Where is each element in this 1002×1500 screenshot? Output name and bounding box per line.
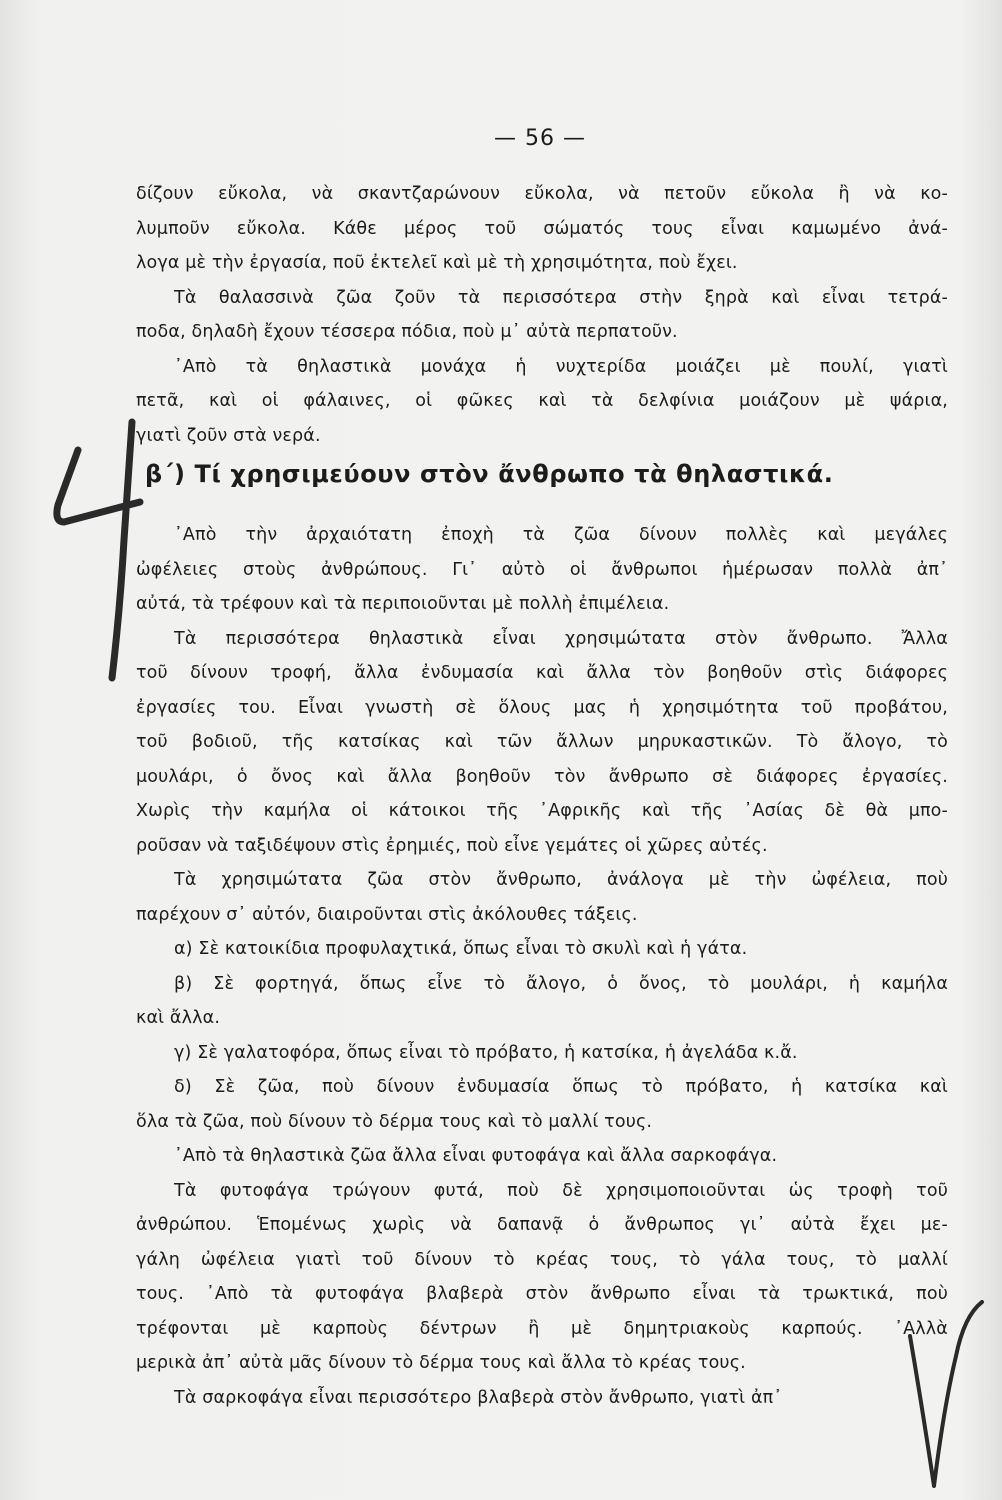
page-number: — 56 — — [494, 126, 586, 151]
text-line: Τὰ σαρκοφάγα εἶναι περισσότερο βλαβερὰ στὸν ἄνθρωπο, γιατὶ ἀπ᾿ — [174, 1387, 783, 1408]
section-heading: β΄) Τί χρησιμεύουν στὸν ἄνθρωπο τὰ θηλαστικά. — [145, 460, 834, 488]
list-item-d: δ) Σὲ ζῶα, ποὺ δίνουν ἐνδυμασία ὅπως τὸ πρόβατο, ἡ κατσίκα καὶ — [174, 1077, 948, 1097]
text-line: Τὰ χρησιμώτατα ζῶα στὸν ἄνθρωπο, ἀνάλογα μὲ τὴν ὠφέλεια, ποὺ — [174, 870, 948, 890]
text-line: δίζουν εὔκολα, νὰ σκαντζαρώνουν εὔκολα, νὰ πετοῦν εὔκολα ἢ νὰ κο- — [136, 184, 948, 204]
text-line: Τὰ φυτοφάγα τρώγουν φυτά, ποὺ δὲ χρησιμοποιοῦνται ὡς τροφὴ τοῦ — [174, 1180, 948, 1201]
text-line: τους. ᾿Απὸ τὰ φυτοφάγα βλαβερὰ στὸν ἄνθρωπο εἶναι τὰ τρωκτικά, ποὺ — [136, 1284, 948, 1304]
list-item-c: γ) Σὲ γαλατοφόρα, ὅπως εἶναι τὸ πρόβατο, ἡ κατσίκα, ἡ ἀγελάδα κ.ἄ. — [174, 1042, 798, 1063]
list-item-a: α) Σὲ κατοικίδια προφυλαχτικά, ὅπως εἶναι τὸ σκυλὶ καὶ ἡ γάτα. — [174, 939, 748, 959]
text-line: Χωρὶς τὴν καμήλα οἱ κάτοικοι τῆς ᾿Αφρικῆς καὶ τῆς ᾿Ασίας δὲ θὰ μπο- — [136, 801, 948, 821]
text-line: αὐτά, τὰ τρέφουν καὶ τὰ περιποιοῦνται μὲ πολλὴ ἐπιμέλεια. — [136, 594, 670, 614]
text-line: Τὰ θαλασσινὰ ζῶα ζοῦν τὰ περισσότερα στὴν ξηρὰ καὶ εἶναι τετρά- — [174, 287, 948, 308]
handwritten-mark-check — [900, 1296, 990, 1496]
text-line: γάλη ὠφέλεια γιατὶ τοῦ δίνουν τὸ κρέας τους, τὸ γάλα τους, τὸ μαλλί — [136, 1249, 948, 1270]
text-line: ροῦσαν νὰ ταξιδέψουν στὶς ἐρημιές, ποὺ εἶνε γεμάτες οἱ χῶρες αὐτές. — [136, 835, 768, 856]
text-line: Τὰ περισσότερα θηλαστικὰ εἶναι χρησιμώτατα στὸν ἄνθρωπο. Ἄλλα — [174, 628, 948, 649]
text-line: ἐργασίες του. Εἶναι γνωστὴ σὲ ὅλους μας ἡ χρησιμότητα τοῦ προβάτου, — [136, 697, 948, 718]
list-item-b: β) Σὲ φορτηγά, ὅπως εἶνε τὸ ἄλογο, ὁ ὄνος, τὸ μουλάρι, ἡ καμήλα — [174, 973, 948, 994]
text-line: καὶ ἄλλα. — [136, 1008, 221, 1028]
text-line: ᾿Απὸ τὴν ἀρχαιότατη ἐποχὴ τὰ ζῶα δίνουν πολλὲς καὶ μεγάλες — [174, 525, 948, 545]
text-line: ποδα, δηλαδὴ ἔχουν τέσσερα πόδια, ποὺ μ᾿ αὐτὰ περπατοῦν. — [136, 322, 678, 342]
text-block-top — [136, 177, 948, 453]
text-line: ᾿Απὸ τὰ θηλαστικὰ μονάχα ἡ νυχτερίδα μοιάζει μὲ πουλί, γιατὶ — [174, 356, 948, 377]
text-line: ἀνθρώπου. Ἑπομένως χωρὶς νὰ δαπανᾷ ὁ ἄνθρωπος γι᾿ αὐτὰ ἔχει με- — [136, 1215, 948, 1235]
text-line: ὠφέλειες στοὺς ἀνθρώπους. Γι᾿ αὐτὸ οἱ ἄνθρωποι ἡμέρωσαν πολλὰ ἀπ᾿ — [136, 559, 948, 580]
text-line: ὅλα τὰ ζῶα, ποὺ δίνουν τὸ δέρμα τους καὶ τὸ μαλλί τους. — [136, 1111, 653, 1132]
text-line: λογα μὲ τὴν ἐργασία, ποῦ ἐκτελεῖ καὶ μὲ τὴ χρησιμότητα, ποὺ ἔχει. — [136, 253, 738, 273]
text-line: μουλάρι, ὁ ὄνος καὶ ἄλλα βοηθοῦν τὸν ἄνθρωπο σὲ διάφορες ἐργασίες. — [136, 766, 948, 787]
text-line: γιατὶ ζοῦν στὰ νερά. — [136, 425, 321, 446]
text-line: πετᾶ, καὶ οἱ φάλαινες, οἱ φῶκες καὶ τὰ δελφίνια μοιάζουν μὲ ψάρια, — [136, 391, 948, 411]
text-line: ᾿Απὸ τὰ θηλαστικὰ ζῶα ἄλλα εἶναι φυτοφάγα καὶ ἄλλα σαρκοφάγα. — [174, 1146, 778, 1166]
text-line: τοῦ δίνουν τροφή, ἄλλα ἐνδυμασία καὶ ἄλλα τὸν βοηθοῦν στὶς διάφορες — [136, 663, 948, 683]
text-block-bottom — [136, 518, 948, 1415]
handwritten-mark-four — [40, 410, 150, 690]
text-line: λυμποῦν εὔκολα. Κάθε μέρος τοῦ σώματός τους εἶναι καμωμένο ἀνά- — [136, 218, 948, 239]
text-line: τρέφονται μὲ καρποὺς δέντρων ἢ μὲ δημητριακοὺς καρπούς. ᾿Αλλὰ — [136, 1318, 948, 1339]
text-line: παρέχουν σ᾿ αὐτόν, διαιροῦνται στὶς ἀκόλουθες τάξεις. — [136, 904, 638, 925]
text-line: τοῦ βοδιοῦ, τῆς κατσίκας καὶ τῶν ἄλλων μηρυκαστικῶν. Τὸ ἄλογο, τὸ — [136, 732, 948, 752]
text-line: μερικὰ ἀπ᾿ αὐτὰ μᾶς δίνουν τὸ δέρμα τους καὶ ἄλλα τὸ κρέας τους. — [136, 1353, 746, 1373]
